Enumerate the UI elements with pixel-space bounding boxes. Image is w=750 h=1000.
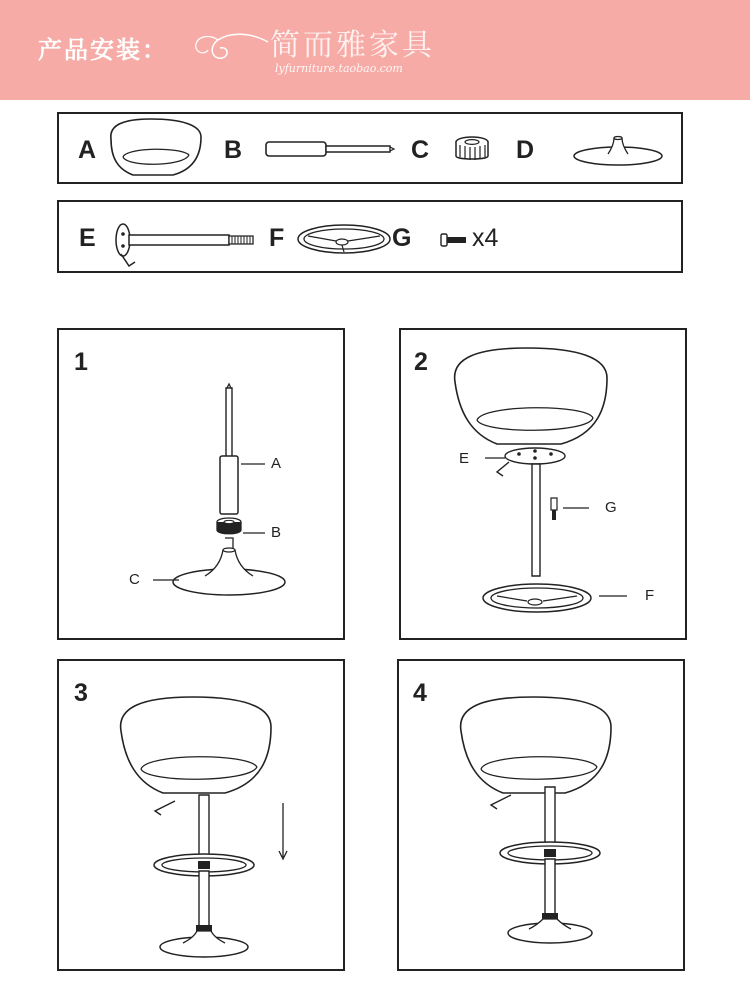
brand-url: lyfurniture.taobao.com <box>275 62 403 75</box>
base-plate-icon <box>572 134 664 166</box>
step-3-number: 3 <box>74 679 88 707</box>
step-2-panel <box>399 328 687 640</box>
part-label-a: A <box>78 136 97 164</box>
step-3-diagram <box>59 661 347 973</box>
part-label-b: B <box>224 136 243 164</box>
part-label-e: E <box>79 224 96 252</box>
header-banner <box>0 0 750 100</box>
step-1-panel <box>57 328 345 640</box>
step-3-panel <box>57 659 345 971</box>
step-2-callout-g: G <box>605 499 617 516</box>
part-label-f: F <box>269 224 285 252</box>
seat-icon <box>103 117 203 179</box>
step-2-callout-e: E <box>459 450 470 467</box>
bearing-ring-icon <box>455 136 489 164</box>
screw-quantity: x4 <box>472 224 499 252</box>
gas-cylinder-icon <box>265 140 395 160</box>
part-label-g: G <box>392 224 412 252</box>
page-title: 产品安装： <box>38 36 168 64</box>
step-2-number: 2 <box>414 348 428 376</box>
swirl-ornament-icon <box>190 30 270 70</box>
part-label-d: D <box>516 136 535 164</box>
step-1-callout-c: C <box>129 571 140 588</box>
part-label-c: C <box>411 136 430 164</box>
column-with-plate-icon <box>111 220 261 270</box>
step-1-diagram <box>59 330 347 642</box>
step-1-callout-b: B <box>271 524 282 541</box>
parts-list-row-1 <box>57 112 683 184</box>
step-4-diagram <box>399 661 687 973</box>
foot-ring-icon <box>296 222 392 256</box>
step-1-number: 1 <box>74 348 88 376</box>
step-4-panel <box>397 659 685 971</box>
screw-icon <box>440 233 468 247</box>
brand-name: 简而雅家具 <box>270 28 435 63</box>
step-1-callout-a: A <box>271 455 282 472</box>
step-2-callout-f: F <box>645 587 655 604</box>
parts-list-row-2 <box>57 200 683 273</box>
step-4-number: 4 <box>413 679 427 707</box>
